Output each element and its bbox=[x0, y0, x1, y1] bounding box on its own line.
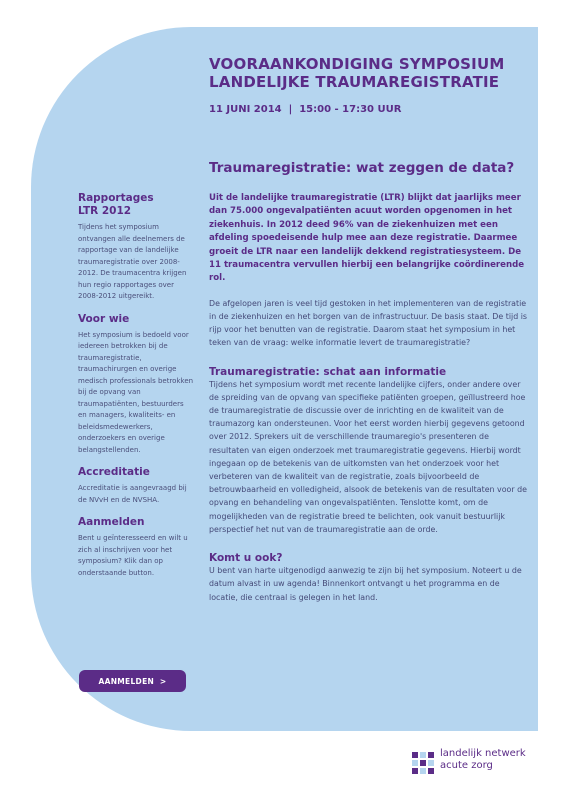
header bbox=[209, 55, 529, 115]
logo bbox=[412, 748, 536, 784]
rapportages-subheading: LTR 2012 bbox=[78, 205, 132, 217]
aanmelden-text: Bent u geïnteresseerd en wilt u zich al inschrijven voor het symposium? Klik dan op onderstaande button. bbox=[78, 534, 188, 577]
voor-wie-heading: Voor wie bbox=[78, 312, 130, 325]
title-line-2: LANDELIJKE TRAUMAREGISTRATIE bbox=[209, 73, 500, 91]
voor-wie-text: Het symposium is bedoeld voor iedereen betrokken bij de traumaregistratie, traumachirurgen en overige medisch professionals betrokken bij de opvang van traumapatiënten, bestuurders en managers, kwaliteits- en beleidsmedewerkers, onderzoekers en overige belangstellenden. bbox=[78, 330, 194, 454]
sidebar-accreditatie bbox=[78, 466, 194, 506]
sidebar-rapportages bbox=[78, 192, 194, 303]
aanmelden-button[interactable]: AANMELDEN > bbox=[79, 670, 186, 692]
logo-text bbox=[440, 748, 526, 772]
aanmelden-heading: Aanmelden bbox=[78, 516, 145, 528]
logo-line-1: landelijk netwerk bbox=[440, 748, 526, 759]
section-heading-komt: Komt u ook? bbox=[209, 552, 283, 565]
grid-logo-icon bbox=[412, 752, 434, 774]
rapportages-text: Tijdens het symposium ontvangen alle deelnemers de rapportage van de landelijke traumaregistratie over 2008-2012. De traumacentra krijgen hun regio rapportages over 2008-2012 uitgereikt. bbox=[78, 223, 187, 300]
sidebar bbox=[78, 192, 194, 589]
paragraph-2: Tijdens het symposium wordt met recente landelijke cijfers, onder andere over de spreiding van de opvang van specifieke patiënten groepen, geïllustreerd hoe de traumaregistratie de discussie over de inrichting en de kwaliteit van de traumazorg kan ondersteunen. Voor het eerst worden hierbij gegevens getoond over 2012. Sprekers uit de verschillende traumaregio's presenteren de resultaten van eigen onderzoek met traumaregistratie gegevens. Hierbij wordt ingegaan op de betekenis van de uitkomsten van het onderzoek voor het verbeteren van de kwaliteit van de registratie, zoals bijvoorbeeld de betrouwbaarheid en volledigheid, alsook de betekenis van de resultaten voor de opvang en behandeling van ongevalspatiënten. Tenslotte komt, om de mogelijkheden van de registratie breed te belichten, ook vanuit bestuurlijk perspectief het nut van de traumaregistratie aan de orde. bbox=[209, 379, 527, 534]
main-content bbox=[209, 160, 529, 604]
accreditatie-text: Accreditatie is aangevraagd bij de NVvH en de NVSHA. bbox=[78, 484, 187, 504]
main-heading: Traumaregistratie: wat zeggen de data? bbox=[209, 160, 515, 176]
paragraph-3: U bent van harte uitgenodigd aanwezig te zijn bij het symposium. Noteert u de datum alvast in uw agenda! Binnenkort ontvangt u het programma en de locatie, die centraal is gelegen in het land. bbox=[209, 566, 522, 602]
rapportages-heading: Rapportages bbox=[78, 192, 154, 204]
title-line-1: VOORAANKONDIGING SYMPOSIUM bbox=[209, 55, 505, 73]
section-heading-schat: Traumaregistratie: schat aan informatie bbox=[209, 365, 447, 378]
event-date: 11 JUNI 2014 | 15:00 - 17:30 UUR bbox=[209, 104, 402, 115]
sidebar-voor-wie bbox=[78, 313, 194, 457]
sidebar-aanmelden bbox=[78, 516, 194, 579]
lead-paragraph: Uit de landelijke traumaregistratie (LTR) blijkt dat jaarlijks meer dan 75.000 ongevalpatiënten acuut worden opgenomen in het ziekenhuis. In 2012 deed 96% van de ziekenhuizen met een afdeling spoedeisende hulp mee aan deze registratie. Daarmee groeit de LTR naar een landelijk dekkend registratiesysteem. De 11 traumacentra vervullen hierbij een belangrijke coördinerende rol. bbox=[209, 193, 525, 284]
logo-line-2: acute zorg bbox=[440, 760, 493, 771]
paragraph-1: De afgelopen jaren is veel tijd gestoken in het implementeren van de registratie in de ziekenhuizen en het borgen van de infrastructuur. De basis staat. De tijd is rijp voor het benutten van de registratie. Daarom staat het symposium in het teken van de vraag: welke informatie levert de traumaregistratie? bbox=[209, 298, 528, 348]
accreditatie-heading: Accreditatie bbox=[78, 466, 150, 478]
